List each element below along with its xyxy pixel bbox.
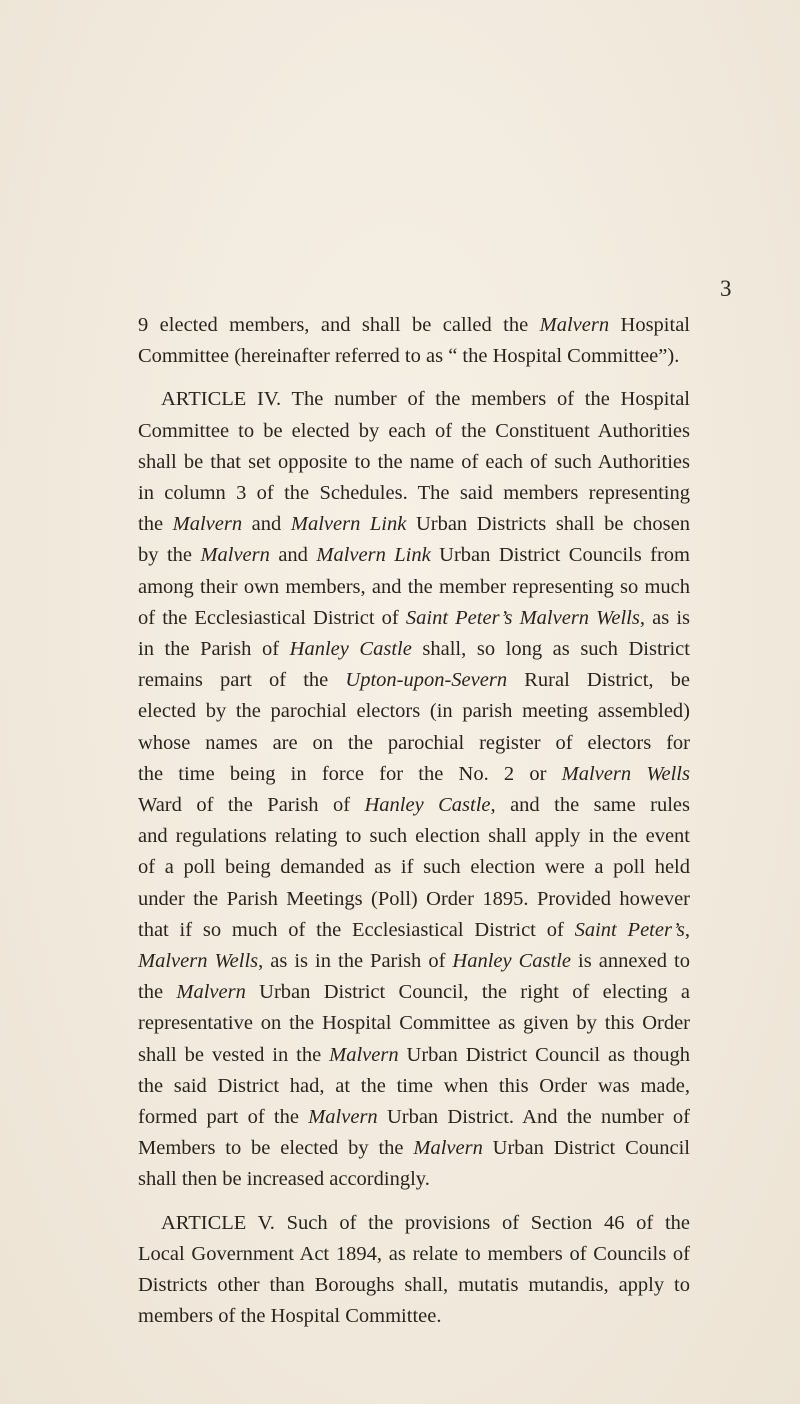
text-line: the Malvern Urban District Council, the right of electing a (138, 981, 690, 1004)
text-line: the Malvern and Malvern Link Urban Districts shall be chosen (138, 513, 690, 536)
text-line: Ward of the Parish of Hanley Castle, and the same rules (138, 794, 690, 817)
text-line: Local Government Act 1894, as relate to members of Councils of (138, 1242, 690, 1265)
text-line: whose names are on the parochial register of electors for (138, 731, 690, 754)
body-text (138, 310, 690, 1333)
text-line: and regulations relating to such election shall apply in the event (138, 825, 690, 848)
text-line: Districts other than Boroughs shall, mutatis mutandis, apply to (138, 1274, 690, 1297)
text-line: in the Parish of Hanley Castle shall, so long as such District (138, 638, 690, 661)
text-line: shall be that set opposite to the name of each of such Authorities (138, 450, 690, 473)
text-line: shall then be increased accordingly. (138, 1168, 430, 1191)
text-line: representative on the Hospital Committee as given by this Order (138, 1012, 690, 1035)
text-line: Malvern Wells, as is in the Parish of Hanley Castle is annexed to (138, 950, 690, 973)
text-line: the time being in force for the No. 2 or Malvern Wells (138, 762, 690, 785)
text-line: 9 elected members, and shall be called the Malvern Hospital (138, 314, 690, 336)
text-line: remains part of the Upton-upon-Severn Rural District, be (138, 669, 690, 692)
paragraph-gap (138, 372, 690, 384)
text-line: members of the Hospital Committee. (138, 1305, 442, 1328)
text-line: under the Parish Meetings (Poll) Order 1895. Provided however (138, 887, 690, 910)
page-number: 3 (720, 276, 732, 301)
text-line: that if so much of the Ecclesiastical District of Saint Peter’s, (138, 918, 690, 941)
text-line: of a poll being demanded as if such election were a poll held (138, 856, 690, 879)
text-line: Committee to be elected by each of the Constituent Authorities (138, 419, 690, 442)
text-line: Committee (hereinafter referred to as “ the Hospital Committee”). (138, 345, 680, 368)
text-line: elected by the parochial electors (in parish meeting assembled) (138, 700, 690, 723)
text-line: formed part of the Malvern Urban District. And the number of (138, 1106, 690, 1129)
article-v (138, 1208, 690, 1333)
text-line: the said District had, at the time when this Order was made, (138, 1074, 690, 1097)
text-line: Members to be elected by the Malvern Urban District Council (138, 1137, 690, 1160)
text-line: in column 3 of the Schedules. The said members representing (138, 482, 690, 505)
paragraph-committee-name (138, 310, 690, 372)
article-iv (138, 384, 690, 1195)
text-line: of the Ecclesiastical District of Saint Peter’s Malvern Wells, as is (138, 606, 690, 629)
paragraph-gap (138, 1196, 690, 1208)
article-v-heading-line: ARTICLE V. Such of the provisions of Section 46 of the (161, 1211, 690, 1234)
text-line: shall be vested in the Malvern Urban District Council as though (138, 1043, 690, 1066)
article-iv-heading-line: ARTICLE IV. The number of the members of the Hospital (161, 388, 690, 411)
text-line: among their own members, and the member representing so much (138, 575, 690, 598)
text-line: by the Malvern and Malvern Link Urban District Councils from (138, 544, 690, 567)
